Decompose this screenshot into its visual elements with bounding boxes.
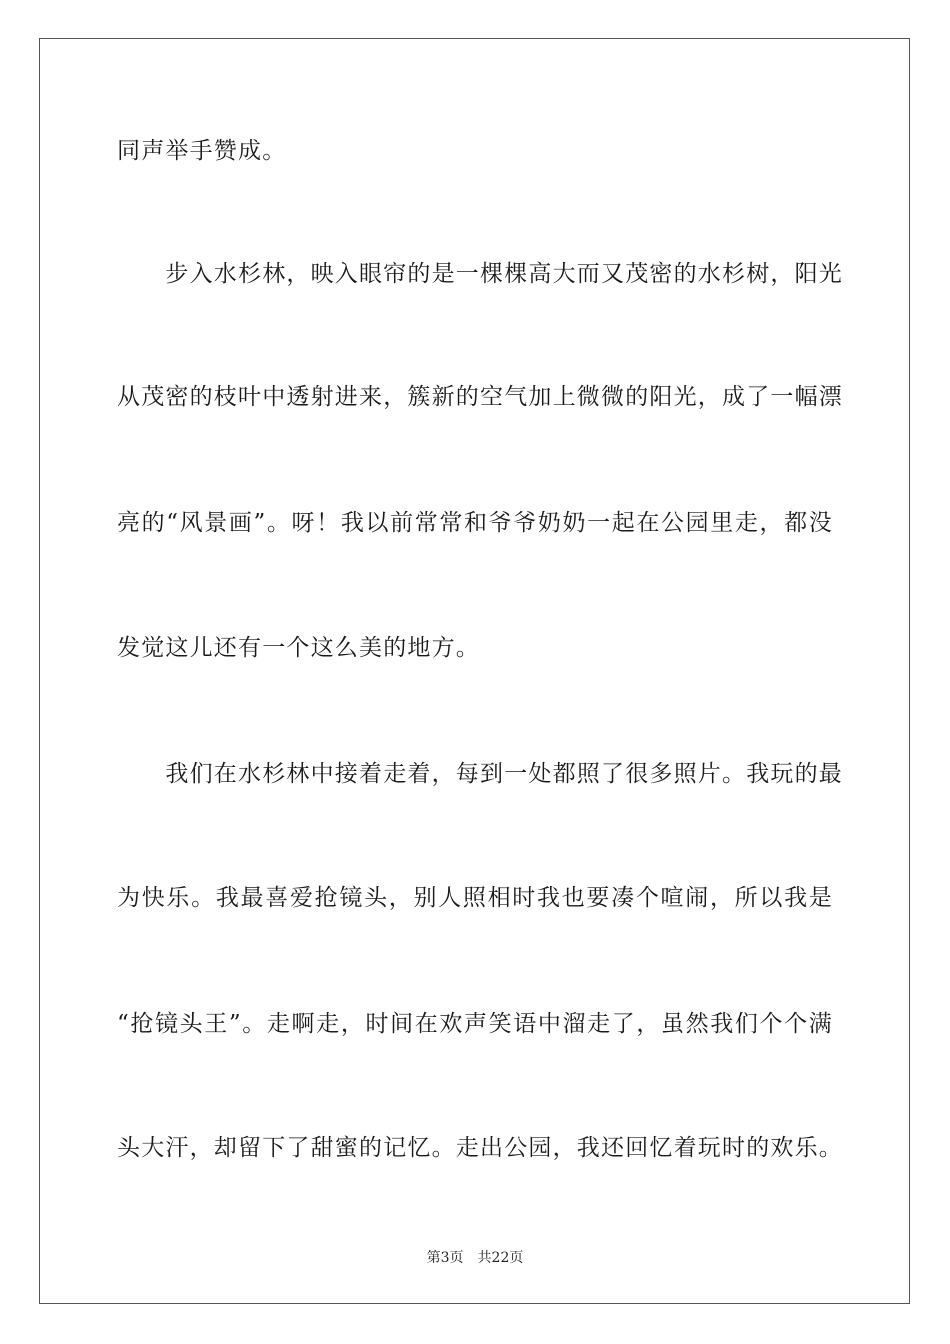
text-line: 亮的“风景画”。呀！我以前常常和爷爷奶奶一起在公园里走，都没 [117, 510, 833, 536]
text-line: 为快乐。我最喜爱抢镜头，别人照相时我也要凑个喧闹，所以我是 [117, 885, 833, 911]
text-line: 同声举手赞成。 [117, 138, 287, 164]
text-line: 从茂密的枝叶中透射进来，簇新的空气加上微微的阳光，成了一幅漂 [117, 384, 843, 410]
text-line: 我们在水杉林中接着走着，每到一处都照了很多照片。我玩的最 [117, 761, 843, 787]
text-line: 头大汗，却留下了甜蜜的记忆。走出公园，我还回忆着玩时的欢乐。 [117, 1135, 843, 1161]
text-line: 步入水杉林，映入眼帘的是一棵棵高大而又茂密的水杉树，阳光 [117, 261, 843, 287]
page-number: 第3页 共22页 [426, 1250, 524, 1266]
page-border [39, 38, 910, 1304]
text-line: 发觉这儿还有一个这么美的地方。 [117, 635, 480, 661]
text-line: “抢镜头王”。走啊走，时间在欢声笑语中溜走了，虽然我们个个满 [117, 1011, 833, 1037]
